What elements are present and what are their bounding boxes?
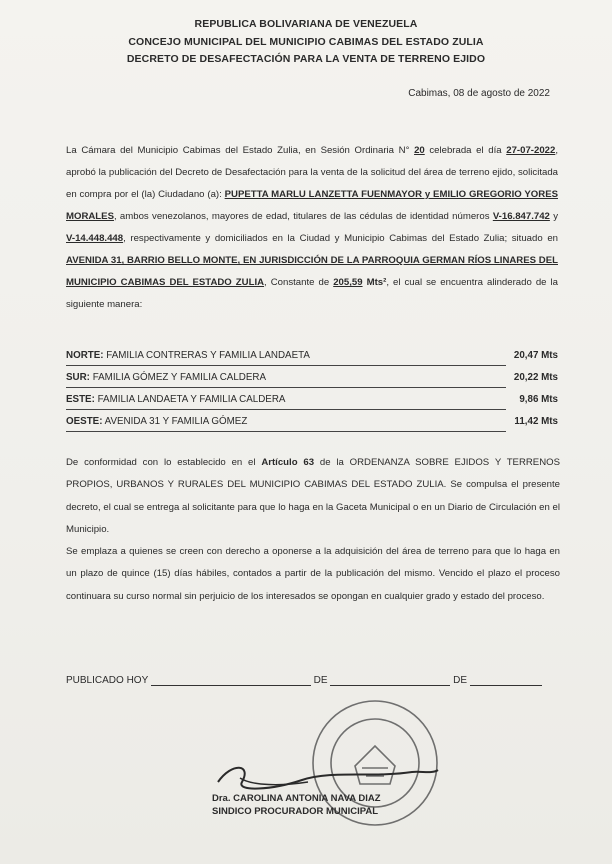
boundary-measure: 11,42 Mts [514, 416, 558, 427]
boundary-label: SUR: [66, 372, 90, 383]
applicant-names: PUPETTA MARLU LANZETTA FUENMAYOR y EMILIO GREGORIO YORES MORALES [66, 189, 558, 222]
id-number-1: V-16.847.742 [492, 211, 550, 222]
blank-month [330, 675, 450, 686]
property-location: AVENIDA 31, BARRIO BELLO MONTE, EN JURISDICCIÓN DE LA PARROQUIA GERMAN RÍOS LINARES DEL MUNICIPIO CABIMAS DEL ESTADO ZULIA [66, 255, 558, 288]
ordinance-name: ORDENANZA SOBRE EJIDOS Y TERRENOS PROPIOS, URBANOS Y RURALES DEL MUNICIPIO CABIMAS DEL ESTADO ZULIA [66, 457, 560, 491]
boundary-underline [66, 365, 506, 366]
text-segment: La Cámara del Municipio Cabimas del Estado Zulia, en Sesión Ordinaria N° [66, 145, 415, 156]
boundary-measure: 9,86 Mts [519, 394, 558, 405]
text-segment: , el cual se encuentra alinderado de la siguiente manera: [66, 277, 558, 310]
published-de-2: DE [453, 675, 467, 686]
text-segment: De conformidad con lo establecido en el [66, 457, 262, 468]
decree-paragraph-1 [66, 140, 558, 316]
boundaries-list [66, 350, 558, 438]
boundary-label: OESTE: [66, 416, 103, 427]
property-area: 205,59 [333, 277, 363, 288]
text-segment: . Se compulsa el presente decreto, el cual se entrega al solicitante para que lo haga en la Gaceta Municipal o en un Diario de Circulación en el Municipio. [66, 479, 560, 535]
boundary-south [66, 372, 558, 394]
session-number: 20 [414, 145, 425, 156]
boundary-measure: 20,47 Mts [513, 350, 558, 361]
boundary-text: FAMILIA CONTRERAS Y FAMILIA LANDAETA [106, 350, 310, 361]
header-republic: REPUBLICA BOLIVARIANA DE VENEZUELA [194, 18, 418, 30]
signatory-title: SINDICO PROCURADOR MUNICIPAL [212, 806, 379, 817]
text-segment: y [549, 211, 558, 222]
text-segment: , aprobó la publicación del Decreto de Desafectación para la venta de la solicitud del área de terreno ejido, solicitada en compra por el (la) Ciudadano (a): [66, 145, 558, 200]
signatory-name: Dra. CAROLINA ANTONIA NAVA DIAZ [212, 793, 381, 804]
boundary-label: ESTE: [66, 394, 95, 405]
boundary-west [66, 416, 558, 438]
text-segment: de la [314, 457, 350, 468]
boundary-north [66, 350, 558, 372]
header-council: CONCEJO MUNICIPAL DEL MUNICIPIO CABIMAS DEL ESTADO ZULIA [128, 36, 484, 48]
boundary-underline [66, 387, 506, 388]
boundary-measure: 20,22 Mts [513, 372, 558, 383]
published-de-1: DE [313, 675, 328, 686]
boundary-text: FAMILIA LANDAETA Y FAMILIA CALDERA [97, 394, 286, 405]
blank-year [470, 675, 542, 686]
header-decree-title: DECRETO DE DESAFECTACIÓN PARA LA VENTA DE TERRENO EJIDO [126, 53, 486, 65]
text-segment: celebrada el día [424, 145, 507, 156]
published-label: PUBLICADO HOY [66, 675, 149, 686]
legal-basis-paragraph [66, 452, 560, 541]
decree-paragraph-2 [66, 452, 560, 608]
boundary-underline [66, 431, 506, 432]
document-date: Cabimas, 08 de agosto de 2022 [408, 88, 550, 99]
publication-line [66, 675, 566, 686]
boundary-text: FAMILIA GÓMEZ Y FAMILIA CALDERA [92, 372, 267, 383]
text-segment: , ambos venezolanos, mayores de edad, titulares de las cédulas de identidad números [113, 211, 493, 222]
blank-day [151, 675, 311, 686]
boundary-text: AVENIDA 31 Y FAMILIA GÓMEZ [104, 416, 248, 427]
signature-icon [212, 760, 442, 796]
boundary-underline [66, 409, 506, 410]
signature-block [212, 792, 381, 818]
area-unit: Mts² [366, 277, 387, 288]
session-date: 27-07-2022 [506, 145, 556, 156]
text-segment: , respectivamente y domiciliados en la Ciudad y Municipio Cabimas del Estado Zulia; situado en [123, 233, 558, 244]
text-segment: , Constante de [264, 277, 334, 288]
id-number-2: V-14.448.448 [66, 233, 124, 244]
boundary-label: NORTE: [66, 350, 104, 361]
article-ref: Artículo 63 [261, 457, 315, 468]
summons-paragraph: Se emplaza a quienes se creen con derecho a oponerse a la adquisición del área de terreno para que lo haga en un plazo de quince (15) días hábiles, contados a partir de la publicación del mismo. Vencido el plazo el proceso continuara su curso normal sin perjuicio de los interesados se opongan en cualquier grado y estado del proceso. [66, 546, 560, 602]
boundary-east [66, 394, 558, 416]
